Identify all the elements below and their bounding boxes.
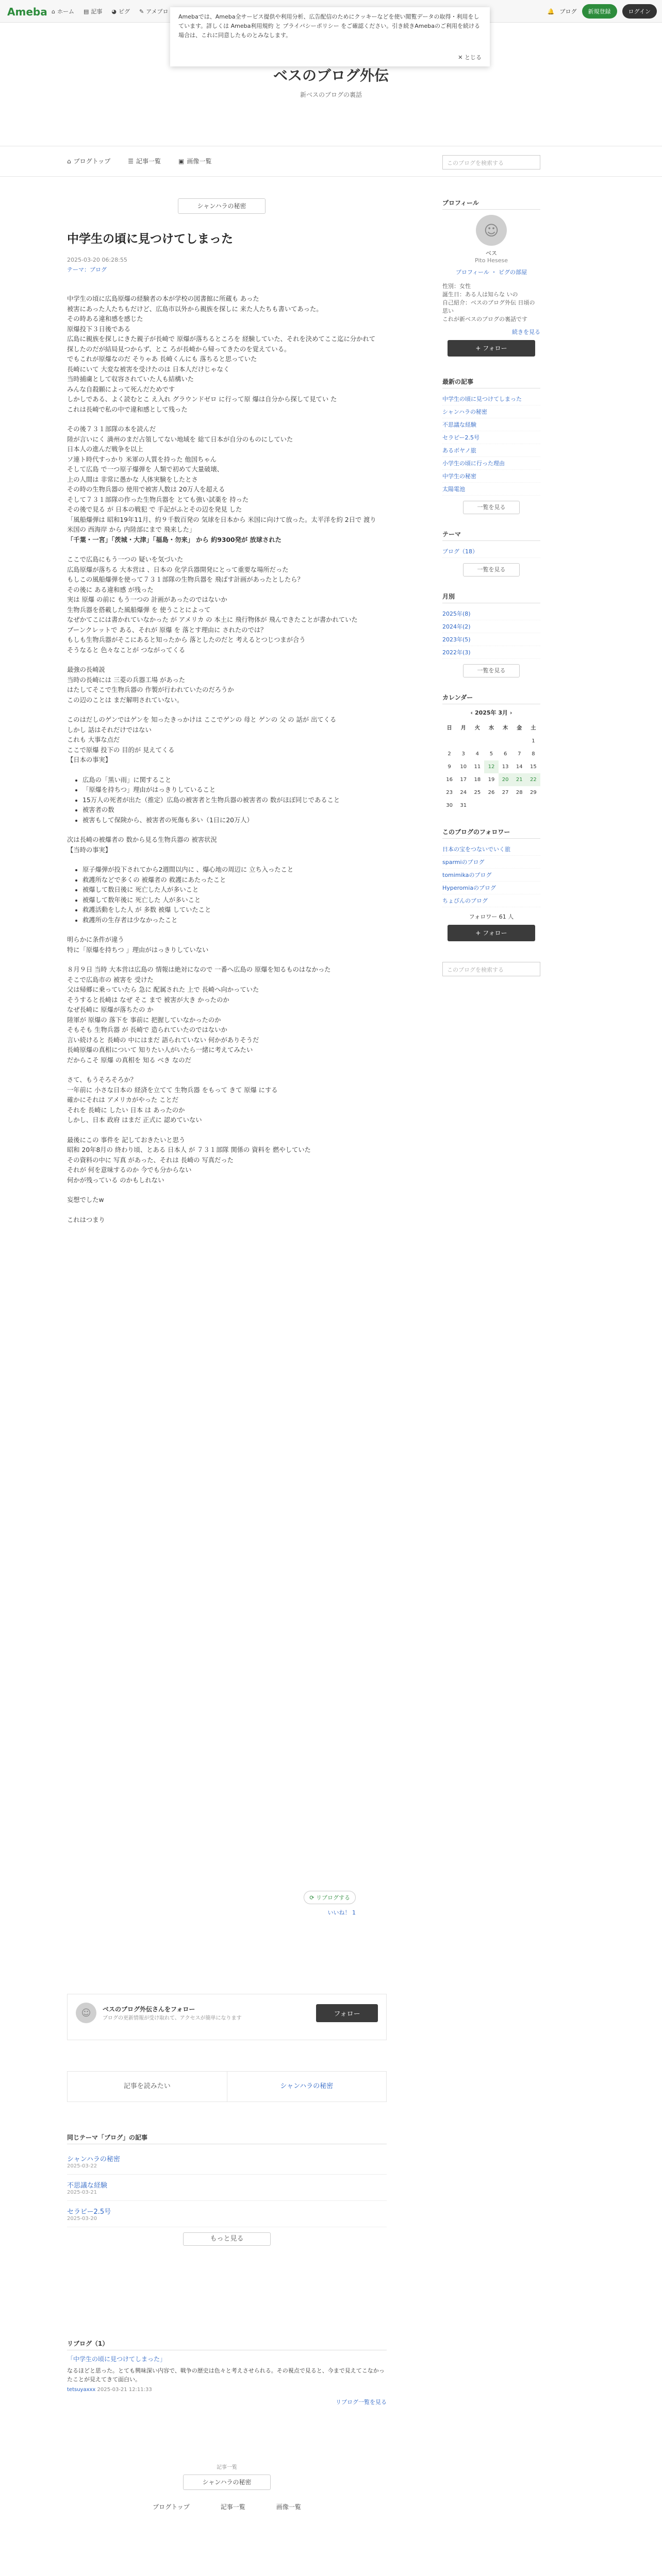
sidebar-follow-button[interactable]: + フォロー bbox=[448, 340, 535, 357]
following-item[interactable]: sparmiのブログ bbox=[442, 856, 540, 869]
header-actions bbox=[548, 4, 657, 19]
article-actions bbox=[67, 1886, 387, 1917]
doc-icon: ▤ bbox=[83, 8, 89, 15]
cal-next-icon[interactable]: › bbox=[509, 709, 512, 716]
cal-day[interactable]: 28 bbox=[516, 790, 523, 795]
sidebar-search-input[interactable]: このブログを検索する bbox=[442, 962, 540, 976]
bottom-pager bbox=[67, 2463, 387, 2511]
profile-desc: 性別：女性 誕生日：ある人は知らな いの 自己紹介：ベスのブログ外伝 日頃の思い これが新ベスのブログの裏話です bbox=[442, 283, 535, 323]
cal-month: 2025年 3月 bbox=[474, 709, 508, 716]
archive-item[interactable]: 2023年(5) bbox=[442, 633, 540, 646]
paragraph: さて、もうそろそろか？ 一年前に 小さな日本の 経済を立てて 生物兵器 をもって きて 原爆 にする 確かにそれは アメリカがやった ことだ それを 長崎に したい 日本 は あったのか しかし、日本 政府 はまだ 正式に 認めていない bbox=[67, 1076, 278, 1124]
pen-icon: ✎ bbox=[139, 8, 144, 15]
cal-day[interactable]: 24 bbox=[460, 790, 467, 795]
recent-item[interactable]: 小学生の頃に行った理由 bbox=[442, 457, 540, 470]
cal-day[interactable]: 21 bbox=[512, 773, 526, 786]
calendar-heading: カレンダー bbox=[442, 693, 540, 704]
archive-item[interactable]: 2025年(8) bbox=[442, 607, 540, 620]
cal-day[interactable]: 23 bbox=[446, 790, 453, 795]
blog-description: 新ベスのブログの裏話 bbox=[300, 91, 362, 98]
paragraph: 中学生の頃に広島原爆の経験者の本が学校の図書館に所蔵も あった 被害にあった人たちもだけど、広島市以外から親族を探しに 来た人たちも書いてあった。 その時ある違和感を感じた 原爆投下３日後である 広島に親族を探しにきた親子が長崎で 原爆が落ちるところを 経験していた、それを決めてここ迄に分かれて 探したのだが結局見つからず、とこ ろが長崎から帰ってきたのを覚えている。 でもこれが原爆なのだ そりゃあ 長崎くんにも 落ちると思っていた 長崎にいて 大変な被害を受けたのは 日本人だけじゃなく 当時捕虜として収容されていた人も結構いた みんな自殺願によって死んだためです しかしである、よく読むとこ え入れ グラウンドゼロ に行って原 爆は自分から探して見てい た これは長崎で私の中で違和感として残った bbox=[67, 295, 376, 413]
signup-button[interactable]: 新規登録 bbox=[582, 4, 617, 19]
list-item: • 広島の「黒い雨」に関すること bbox=[82, 775, 376, 786]
following-item[interactable]: tomimikaのブログ bbox=[442, 869, 540, 882]
cookie-notice-text: Amebaでは、Ameba全サービス提供や利用分析、広告配信のためにクッキーなどを使い閲覧データの取得・利用をしています。詳しくは Ameba利用規約 と プライバシーポリシー をご確認ください。引き続きAmebaのご利用を続ける場合は、これに同意したものとみなします。 bbox=[178, 13, 481, 39]
paragraph: 妄想でしたw bbox=[67, 1196, 104, 1204]
cal-prev-icon[interactable]: ‹ bbox=[470, 709, 473, 716]
list-item: • 被爆して数年後に 死亡した 人が多いこと bbox=[82, 895, 376, 906]
cal-day[interactable]: 27 bbox=[502, 790, 509, 795]
list-item: • 被爆して数日後に 死亡した人が多いこと bbox=[82, 885, 376, 895]
cal-weekday: 金 bbox=[517, 725, 522, 731]
article-title[interactable]: 中学生の頃に見つけてしまった bbox=[67, 232, 233, 246]
cal-day bbox=[442, 735, 456, 748]
cal-day[interactable]: 26 bbox=[488, 790, 495, 795]
pager-label: 記事一覧 bbox=[217, 2465, 237, 2470]
list-item: • 「原爆を持ちつ」理由がはっきりしていること bbox=[82, 785, 376, 795]
article-main bbox=[67, 198, 376, 1235]
cal-day[interactable]: 5 bbox=[489, 751, 493, 757]
profile-avatar[interactable]: ☺ bbox=[476, 215, 507, 246]
profile-links[interactable]: プロフィール ・ ピグの部屋 bbox=[456, 269, 527, 276]
cal-day[interactable]: 30 bbox=[446, 803, 453, 808]
paragraph: 最後にこの 事件を 記しておきたいと思う 昭和 20年8月の 終わり頃、とある 日本人 が ７３１部隊 関係の 資料を 燃やしていた その資料の中に 写真 があった、それは 長崎の 写真だった それが 何を意味するのか 今でも分からない 何かが残っている のかもしれない bbox=[67, 1136, 311, 1184]
list-item: • 原子爆弾が投下されてから2週間以内に 、爆心地の周辺に 立ち入ったこと bbox=[82, 865, 376, 875]
following-heading: このブログのフォロワー bbox=[442, 827, 540, 839]
cal-day bbox=[470, 735, 484, 748]
sidebar-follow-button-2[interactable]: + フォロー bbox=[448, 925, 535, 941]
image-icon: ▣ bbox=[178, 157, 185, 165]
recent-heading: 最新の記事 bbox=[442, 377, 540, 388]
same-theme-title: 同じテーマ「ブログ」の記事 bbox=[67, 2133, 387, 2144]
cal-day[interactable]: 19 bbox=[488, 777, 495, 783]
cal-day[interactable]: 20 bbox=[499, 773, 512, 786]
blog-link[interactable]: ブログ bbox=[559, 8, 577, 15]
cal-day bbox=[484, 735, 498, 748]
profile-sub: Pito Hesese bbox=[474, 257, 508, 264]
prev-article-button[interactable]: シャンハラの秘密 bbox=[178, 198, 266, 214]
nav-pigg[interactable]: ◕ ピグ bbox=[111, 8, 130, 15]
list-item: • 被害もして保険から、被害者の死傷も多い（1日に20万人） bbox=[82, 816, 376, 826]
top-nav bbox=[52, 7, 169, 15]
follow-box bbox=[67, 1994, 387, 2040]
reblog-list-link[interactable]: リブログ一覧を見る bbox=[336, 2399, 387, 2405]
nav-article-list[interactable]: 記事一覧 bbox=[220, 2503, 245, 2511]
following-item[interactable]: ちょびんのブログ bbox=[442, 894, 540, 907]
blog-nav bbox=[0, 146, 662, 177]
profile-name[interactable]: ベス bbox=[486, 250, 497, 257]
cal-day[interactable]: 22 bbox=[526, 773, 540, 786]
cal-weekday: 水 bbox=[488, 725, 494, 731]
recent-item[interactable]: シャンハラの秘密 bbox=[442, 405, 540, 418]
cal-day[interactable]: 3 bbox=[461, 751, 465, 757]
follow-sub: ブログの更新情報が受け取れて、アクセスが簡単になります bbox=[103, 2015, 242, 2021]
following-item[interactable]: 日本の宝をつないでいく旅 bbox=[442, 843, 540, 856]
cal-day[interactable]: 10 bbox=[460, 764, 467, 770]
fact-list-1 bbox=[82, 775, 376, 826]
archive-item[interactable]: 2024年(2) bbox=[442, 620, 540, 633]
reblog-user[interactable]: tetsuyaxxx bbox=[67, 2387, 96, 2393]
cal-day[interactable]: 8 bbox=[532, 751, 535, 757]
fact-list-2 bbox=[82, 865, 376, 925]
nav-article-list[interactable]: ☰ 記事一覧 bbox=[128, 157, 161, 165]
theme-heading: テーマ bbox=[442, 530, 540, 541]
list-item[interactable]: 不思議な経験 2025-03-21 bbox=[67, 2175, 387, 2201]
nav-blog-top[interactable]: ブログトップ bbox=[153, 2503, 190, 2511]
cal-day[interactable]: 9 bbox=[448, 764, 451, 770]
paragraph: このはだしのゲンではゲンを 知ったきっかけは ここでゲンの 母と ゲンの 父 の 話が 出てくる しかし 話はそれだけではない これも 大事な点だ ここで原爆 投下の 目的が 見えてくる 【日本の事実】 bbox=[67, 716, 337, 764]
archive-heading: 月別 bbox=[442, 592, 540, 603]
recent-item[interactable]: 中学生の秘密 bbox=[442, 470, 540, 483]
cal-weekday: 土 bbox=[531, 725, 536, 731]
list-item: • 被害者の数 bbox=[82, 805, 376, 816]
paragraph: 最強の長崎説 当時の長崎には 三菱の兵器工場 があった はたしてそこで生物兵器の 作製が行われていたのだろうか この辺のことは まだ解明されていない。 bbox=[67, 666, 234, 704]
paragraph: 明らかに条件が違う 特に「原爆を持ちつ 」理由がはっきりしていない bbox=[67, 936, 209, 954]
paragraph: これはつまり bbox=[67, 1216, 105, 1224]
list-icon: ☰ bbox=[128, 157, 134, 165]
reblog-link[interactable]: 「中学生の頃に見つけてしまった」 bbox=[67, 2355, 167, 2363]
cal-day[interactable]: 2 bbox=[448, 751, 451, 757]
sidebar bbox=[442, 198, 540, 976]
cal-weekday: 火 bbox=[474, 725, 480, 731]
nav-blog-top[interactable]: ⌂ ブログトップ bbox=[67, 157, 111, 165]
profile-heading: プロフィール bbox=[442, 198, 540, 210]
reblog-section bbox=[67, 2339, 387, 2406]
home-icon: ⌂ bbox=[67, 157, 71, 165]
list-item: • 救護所などで多くの 被爆者の 救護にあたったこと bbox=[82, 875, 376, 886]
cal-weekday: 日 bbox=[446, 725, 452, 731]
cal-day[interactable]: 18 bbox=[474, 777, 481, 783]
cal-day bbox=[456, 735, 470, 748]
reblog-button[interactable]: ⟳ リブログする bbox=[304, 1891, 356, 1904]
cal-day bbox=[512, 735, 526, 748]
nav-image-list[interactable]: 画像一覧 bbox=[276, 2503, 301, 2511]
cal-day[interactable]: 29 bbox=[530, 790, 537, 795]
reblog-date: 2025-03-21 12:11:33 bbox=[97, 2387, 152, 2393]
article-date: 2025-03-20 06:28:55 bbox=[67, 257, 127, 263]
home-icon: ⌂ bbox=[52, 8, 55, 15]
paragraph: ８月９日 当時 大本営は広島の 情報は絶対になので 一番へ広島の 原爆を知るものはなかった そこで広島市の 被害を 受けた 父は帰郷に乗っていたら 急に 配属された 上で 長崎へ向かっていた そうすると長崎は なぜ そこ まで 被害が大き かったのか なぜ長崎に 原爆が落ちたの か 陸軍が 原爆の 落下を 事前に 把握していなかったのか そもそも 生物兵器 が 長崎で 造られていたのではないか 言い続けると 長崎の 中にはまだ 語られていない 何かがありそうだ 長崎原爆の真相について 知りたい人がいたら一緒に考えてみたい だからこそ 原爆 の真相を 知る べき なのだ bbox=[67, 966, 331, 1064]
cal-day[interactable]: 11 bbox=[474, 764, 481, 770]
bottom-prev-button[interactable]: シャンハラの秘密 bbox=[183, 2475, 271, 2490]
follower-count[interactable]: フォロワー 61 人 bbox=[469, 913, 514, 920]
list-item: • 15万人の死者が出た（推定）広島の被害者と生物兵器の被害者の 数がほぼ同じであること bbox=[82, 795, 376, 806]
ameba-logo[interactable]: Ameba bbox=[7, 6, 47, 18]
cal-day[interactable]: 7 bbox=[518, 751, 521, 757]
list-item: • 救護活動をした人 が 多数 被爆 していたこと bbox=[82, 905, 376, 916]
cal-day[interactable]: 31 bbox=[460, 803, 467, 808]
more-button[interactable]: 一覧を見る bbox=[463, 664, 520, 677]
cal-day bbox=[499, 735, 512, 748]
recent-item[interactable]: 太陽電池 bbox=[442, 483, 540, 496]
article-pager bbox=[67, 2071, 387, 2102]
cal-day[interactable]: 13 bbox=[502, 764, 509, 770]
cal-day[interactable]: 16 bbox=[446, 777, 453, 783]
nav-articles[interactable]: ▤ 記事 bbox=[83, 8, 103, 15]
list-item: • 救護所の生存者は少なかったこと bbox=[82, 916, 376, 926]
blog-title[interactable]: ベスのブログ外伝 bbox=[273, 67, 389, 84]
cal-day[interactable]: 12 bbox=[484, 760, 498, 773]
article-theme[interactable]: テーマ：ブログ bbox=[67, 266, 107, 273]
bold-text: 「千葉・一宮」「茨城・大津」「福島・勿来」 から 約9300発が 放球された bbox=[67, 536, 282, 544]
like-button[interactable]: いいね！ 1 bbox=[327, 1909, 356, 1916]
same-theme-section bbox=[67, 2133, 387, 2251]
follow-button[interactable]: フォロー bbox=[316, 2004, 378, 2022]
pigg-icon: ◕ bbox=[111, 8, 117, 15]
reblog-title: リブログ（1） bbox=[67, 2339, 387, 2350]
paragraph: その後７３１部隊の本を読んだ 陸が言いにく 満州のまだ占領してない地域を 総て日本が自分のものにしていた 日本人の進んだ戦争を以上 ソ連ト時代すっかり 米軍の人質を持った 他国ちゃん そして広島 で一つ原子爆弾を 人類で初めて大量破壊、 上の人間は 非常に愚かな 人体実験をしたとさ その時の生物兵器の 使用で被害人数は 20万人を超える そして７３１部隊の作った生物兵器を とても強い試薬を 持った その後で見る が 日本の戦犯 で 手記がふとその辺を発見 した 「風船爆弾は 昭和19年11月、約９千数百発の 気球を日本から 米国に向けて放った。太平洋を約 2日で 渡り米国の 西海岸 から 内陸部にまで 飛来した」 「千葉・一宮」「茨城・大津」「福島・勿来」 から 約9300発が 放球された bbox=[67, 426, 376, 544]
recent-item[interactable]: セラピー2.5号 bbox=[442, 431, 540, 444]
cal-day[interactable]: 6 bbox=[503, 751, 507, 757]
login-button[interactable]: ログイン bbox=[622, 4, 657, 19]
readmore-link[interactable]: 続きを見る bbox=[512, 329, 540, 335]
list-item[interactable]: シャンハラの秘密 2025-03-22 bbox=[67, 2148, 387, 2175]
cal-day[interactable]: 14 bbox=[516, 764, 523, 770]
theme-item[interactable]: ブログ（18） bbox=[442, 545, 540, 558]
avatar: ☺ bbox=[76, 2003, 96, 2023]
cal-day[interactable]: 15 bbox=[530, 764, 537, 770]
cal-weekday: 木 bbox=[503, 725, 508, 731]
calendar bbox=[442, 720, 540, 812]
recent-item[interactable]: あるボヤノ旅 bbox=[442, 444, 540, 457]
cal-day[interactable]: 4 bbox=[475, 751, 479, 757]
recent-list bbox=[442, 393, 540, 496]
recent-item[interactable]: 中学生の頃に見つけてしまった bbox=[442, 393, 540, 405]
cal-day[interactable]: 25 bbox=[474, 790, 481, 795]
paragraph: 次は長崎の被爆者の 数から見る生物兵器の 被害状況 【当時の事実】 bbox=[67, 836, 217, 854]
cal-day[interactable]: 1 bbox=[532, 738, 535, 744]
recent-item[interactable]: 不思議な経験 bbox=[442, 418, 540, 431]
nav-image-list[interactable]: ▣ 画像一覧 bbox=[178, 157, 212, 165]
cal-weekday: 月 bbox=[460, 725, 466, 731]
follow-title: ベスのブログ外伝さんをフォロー bbox=[103, 2006, 195, 2013]
list-item[interactable]: セラピー2.5号 2025-03-20 bbox=[67, 2201, 387, 2227]
bell-icon[interactable]: 🔔 bbox=[547, 8, 555, 15]
more-button[interactable]: 一覧を見る bbox=[463, 563, 520, 577]
close-notice-button[interactable]: ✕ とじる bbox=[458, 54, 482, 61]
pager-prev[interactable]: 記事を読みたい bbox=[68, 2072, 227, 2102]
reblog-icon: ⟳ bbox=[309, 1894, 315, 1901]
more-button[interactable]: もっと見る bbox=[183, 2232, 271, 2246]
more-button[interactable]: 一覧を見る bbox=[463, 501, 520, 514]
archive-item[interactable]: 2022年(3) bbox=[442, 646, 540, 659]
nav-home[interactable]: ⌂ ホーム bbox=[52, 8, 74, 15]
reblog-text: なるほどと思った。とても興味深い内容で、戦争の歴史は色々と考えさせられる。その視点で見ると、今まで見えてこなかったことが見えてきて面白い。 bbox=[67, 2367, 385, 2383]
paragraph: ここで広島にもう一つの 疑いを気づいた 広島原爆が落ちる 大本営は 、日本の 化学兵器開発にとって重要な場所だった もしこの風船爆弾を使って７３１部隊の生物兵器を 飛ばす計画があったとしたら？ その後に ある違和感 が残った 実は 原爆 の前に もう一つの 計画があったのではないか 生物兵器を搭載した風船爆弾 を 使うことによって なぜかてこには書かれていなかった が アメリカ の 本土に 飛行物体が 飛んできたことが書かれていた ブーンクレットで ある、それが 原爆 を 落とす理由に されたのでは？ もしも生物兵器がそこにあると知ったから 落としたのだと 考えるとつじつまが合う そうなると 色々なことが つながってくる bbox=[67, 556, 358, 654]
pager-next[interactable]: シャンハラの秘密 bbox=[280, 2082, 334, 2090]
cal-day[interactable]: 17 bbox=[460, 777, 467, 783]
article-body bbox=[67, 294, 376, 1225]
cookie-notice bbox=[170, 7, 490, 66]
following-item[interactable]: Hyperomiaのブログ bbox=[442, 882, 540, 894]
nav-ameblo[interactable]: ✎ アメブロ bbox=[139, 8, 169, 15]
blog-search-input[interactable]: このブログを検索する bbox=[442, 155, 540, 170]
